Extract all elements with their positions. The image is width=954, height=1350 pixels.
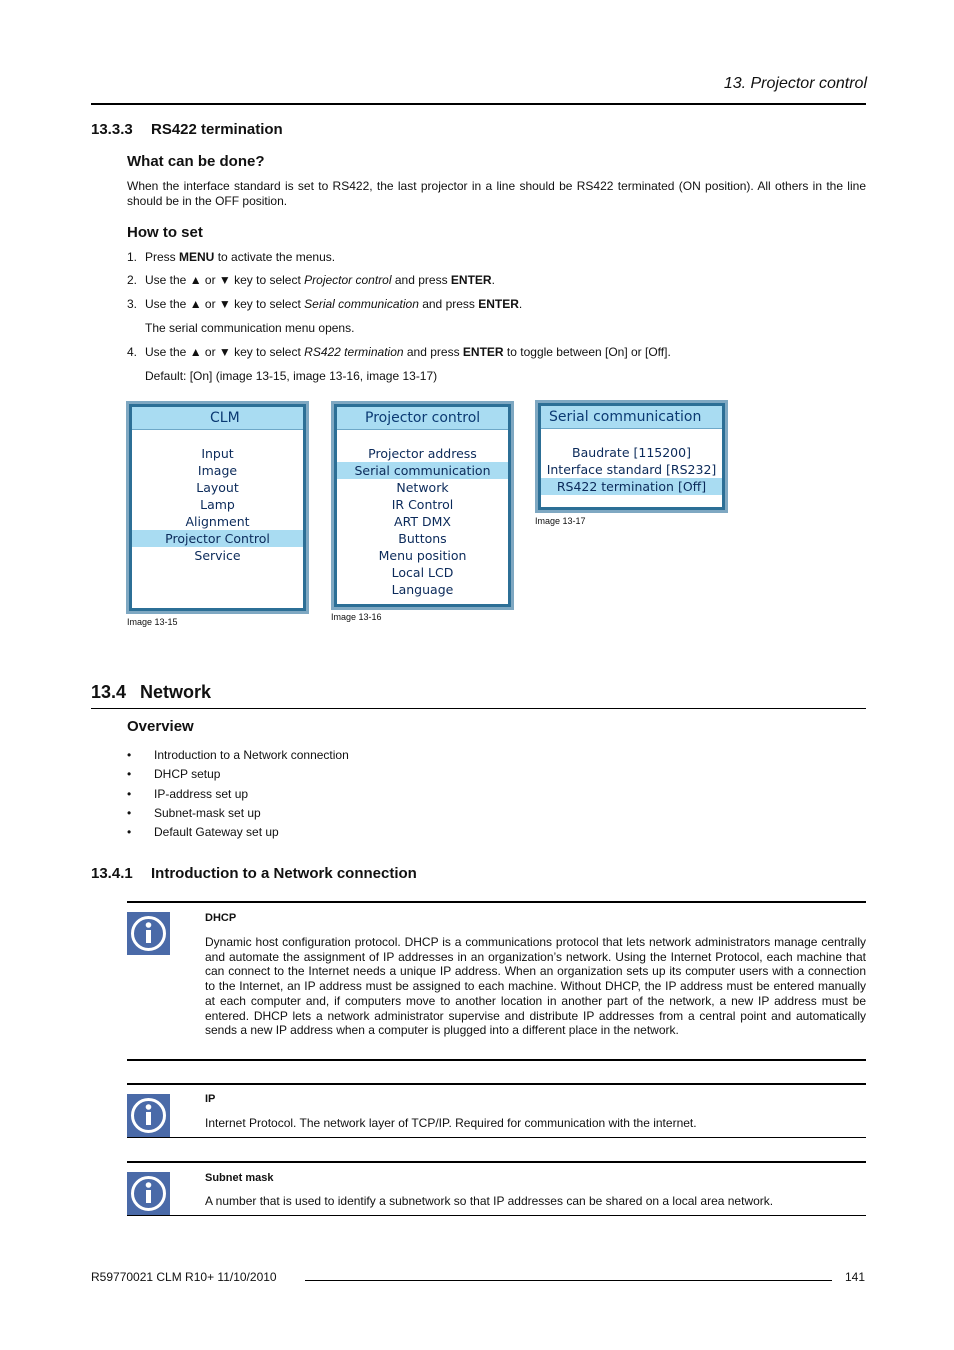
section-title: Network [140, 682, 212, 702]
menu-item: Layout [196, 480, 239, 495]
footer-rule [305, 1280, 832, 1281]
bullet-item: • Subnet-mask set up [127, 806, 261, 820]
note-rule-bottom [127, 1215, 866, 1216]
footer-document-id: R59770021 CLM R10+ 11/10/2010 [91, 1270, 277, 1284]
note-title: IP [205, 1093, 216, 1105]
caption-image-13-17: Image 13-17 [535, 516, 586, 526]
note-body: Dynamic host configuration protocol. DHCP is a communications protocol that lets network administrators manage centrally and automate the assignment of IP addresses in an organization’s network. Using the Internet Protocol, each machine that can connect to the Internet needs a unique IP address. When an organization sets up its computer users with a connection to the Internet, an IP address must be assigned to each machine. Without DHCP, the IP address must be entered manually at each computer and, if computers move to another location in another part of the network, a new IP address must be entered. DHCP lets a network administrator supervise and distribute IP addresses from a central point and automatically sends a new IP address when a computer is plugged into a different place in the network. [205, 935, 866, 1038]
menu-item: Alignment [185, 514, 250, 529]
menu-item: Buttons [398, 531, 447, 546]
note-rule-top [127, 1083, 866, 1085]
menu-items [132, 445, 303, 564]
menu-title: Projector control [337, 407, 508, 430]
note-title: DHCP [205, 912, 237, 924]
menu-item-selected: RS422 termination [Off] [541, 478, 722, 495]
note-rule-bottom [127, 1137, 866, 1138]
section-rule [91, 708, 866, 709]
menu-item: Menu position [378, 548, 467, 563]
step-4: 4. Use the ▲ or ▼ key to select RS422 termination and press ENTER to toggle between [On] or [Off]. [127, 345, 671, 359]
menu-item: Baudrate [115200] [572, 445, 691, 460]
menu-item: Service [194, 548, 241, 563]
bullet-item: • Introduction to a Network connection [127, 748, 349, 762]
section-heading-13-3-3 [91, 121, 283, 138]
note-rule-top [127, 1161, 866, 1163]
section-heading-13-4 [91, 682, 211, 703]
menu-items [337, 445, 508, 598]
note-body: A number that is used to identify a subnetwork so that IP addresses can be shared on a local area network. [205, 1194, 774, 1208]
info-icon [127, 1094, 170, 1137]
step-2: 2. Use the ▲ or ▼ key to select Projector control and press ENTER. [127, 273, 495, 287]
menu-item-selected: Projector Control [132, 530, 303, 547]
menu-serial-communication [535, 400, 728, 513]
section-number: 13.3.3 [91, 121, 133, 138]
menu-item: Local LCD [391, 565, 454, 580]
info-icon [127, 912, 170, 955]
menu-item: IR Control [391, 497, 454, 512]
menu-item: Network [396, 480, 449, 495]
bullet-item: • Default Gateway set up [127, 825, 279, 839]
how-to-set-heading: How to set [127, 224, 203, 241]
section-heading-13-4-1 [91, 865, 417, 882]
menu-item: Image [197, 463, 238, 478]
menu-clm [126, 401, 309, 614]
section-title: RS422 termination [151, 121, 283, 138]
what-can-be-done-heading: What can be done? [127, 153, 265, 170]
menu-item: ART DMX [394, 514, 451, 529]
step-1: 1. Press MENU to activate the menus. [127, 250, 336, 264]
note-title: Subnet mask [205, 1172, 274, 1184]
page-number: 141 [844, 1270, 865, 1284]
what-can-be-done-text: When the interface standard is set to RS422, the last projector in a line should be RS422 terminated (ON position). All others in the line should be in the OFF position. [127, 179, 866, 208]
menu-item: Lamp [200, 497, 235, 512]
bullet-item: • IP-address set up [127, 787, 249, 801]
caption-image-13-16: Image 13-16 [331, 612, 382, 622]
menu-projector-control [331, 401, 514, 610]
section-number: 13.4 [91, 682, 127, 702]
menu-title: Serial communication [541, 406, 722, 429]
section-number: 13.4.1 [91, 865, 133, 882]
menu-item-selected: Serial communication [337, 462, 508, 479]
info-icon [127, 1172, 170, 1215]
caption-image-13-15: Image 13-15 [127, 617, 178, 627]
bullet-item: • DHCP setup [127, 767, 221, 781]
chapter-header: 13. Projector control [723, 75, 867, 92]
header-rule [91, 103, 866, 105]
step-3: 3. Use the ▲ or ▼ key to select Serial communication and press ENTER. [127, 297, 523, 311]
menu-item: Interface standard [RS232] [546, 462, 717, 477]
section-title: Introduction to a Network connection [151, 865, 417, 882]
note-body: Internet Protocol. The network layer of TCP/IP. Required for communication with the internet. [205, 1116, 697, 1130]
menu-item: Input [201, 446, 234, 461]
menu-items [541, 444, 722, 495]
step-3-result: The serial communication menu opens. [145, 321, 355, 335]
overview-heading: Overview [127, 718, 194, 735]
menu-item: Projector address [368, 446, 477, 461]
note-rule-bottom [127, 1059, 866, 1061]
note-rule-top [127, 901, 866, 903]
menu-title: CLM [132, 407, 303, 430]
step-4-default: Default: [On] (image 13-15, image 13-16, image 13-17) [145, 369, 438, 383]
menu-item: Language [391, 582, 454, 597]
